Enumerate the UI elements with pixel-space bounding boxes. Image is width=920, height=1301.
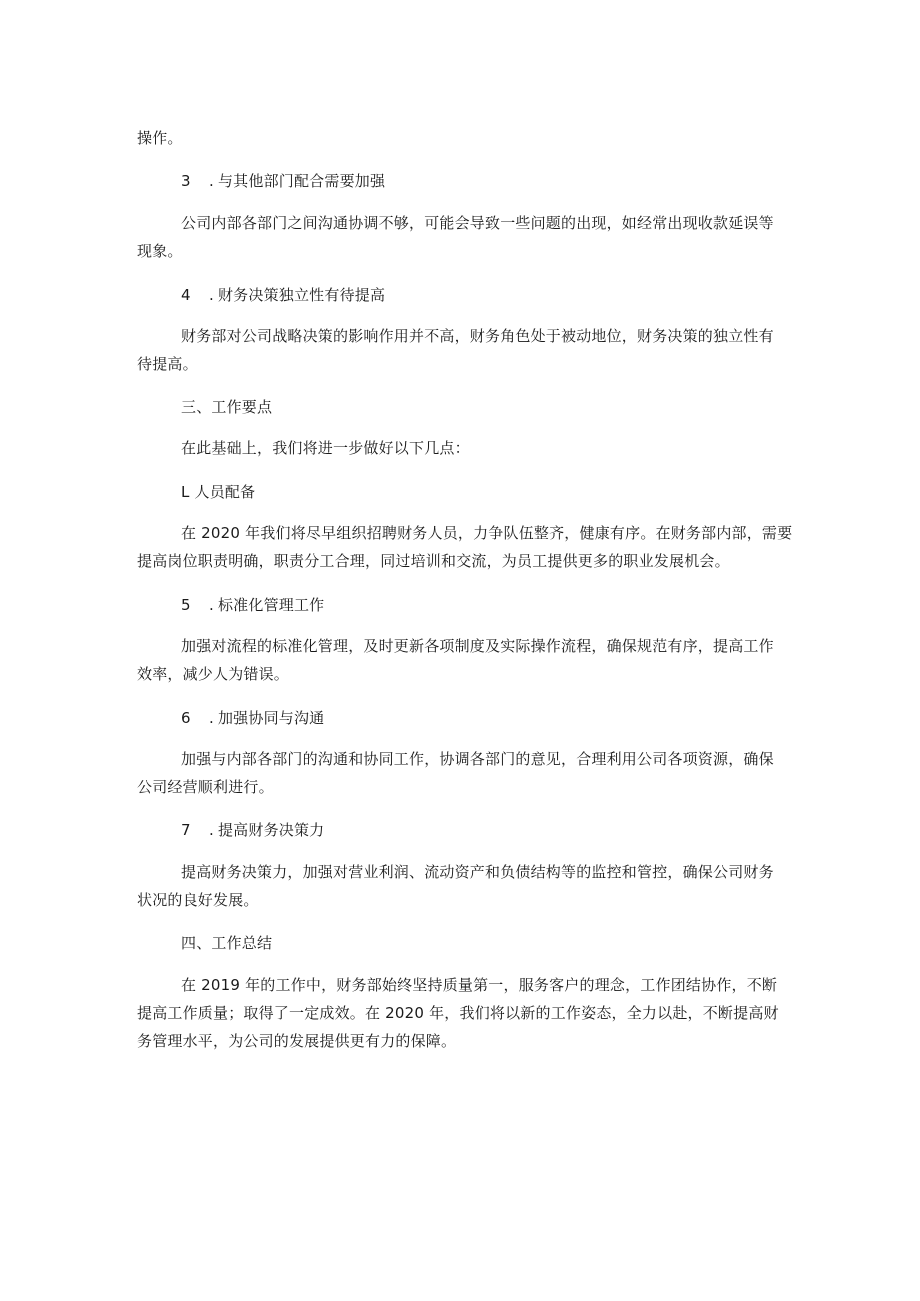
heading-number: 3 (181, 172, 191, 190)
heading-number: 6 (181, 709, 191, 727)
heading-number: 4 (181, 286, 191, 304)
section-heading-3: 三、工作要点 (181, 398, 273, 416)
heading-text: 与其他部门配合需要加强 (217, 172, 386, 190)
paragraph-line: 公司内部各部门之间沟通协调不够，可能会导致一些问题的出现，如经常出现收款延误等 (181, 214, 774, 232)
paragraph-line: 财务部对公司战略决策的影响作用并不高，财务角色处于被动地位，财务决策的独立性有 (181, 327, 774, 345)
heading-item-6: 6 . 加强协同与沟通 (181, 709, 325, 727)
heading-text: 加强协同与沟通 (217, 709, 325, 727)
heading-item-L: L 人员配备 (181, 483, 256, 501)
paragraph-line: 在 2019 年的工作中，财务部始终坚持质量第一，服务客户的理念，工作团结协作，不断 (181, 976, 778, 994)
heading-text: 标准化管理工作 (217, 596, 325, 614)
paragraph-line: 加强与内部各部门的沟通和协同工作，协调各部门的意见，合理利用公司各项资源，确保 (181, 750, 774, 768)
heading-number: 7 (181, 821, 191, 839)
heading-number: 5 (181, 596, 191, 614)
paragraph-line: 加强对流程的标准化管理，及时更新各项制度及实际操作流程，确保规范有序，提高工作 (181, 637, 774, 655)
paragraph-line: 提高岗位职责明确，职责分工合理，同过培训和交流，为员工提供更多的职业发展机会。 (137, 552, 730, 570)
paragraph-line: 状况的良好发展。 (137, 891, 259, 909)
paragraph-line: 提高财务决策力，加强对营业利润、流动资产和负债结构等的监控和管控，确保公司财务 (181, 863, 774, 881)
heading-text: 提高财务决策力 (217, 821, 325, 839)
heading-item-3: 3 . 与其他部门配合需要加强 (181, 172, 386, 190)
heading-item-5: 5 . 标准化管理工作 (181, 596, 325, 614)
heading-text: 财务决策独立性有待提高 (217, 286, 386, 304)
intro-paragraph: 在此基础上，我们将进一步做好以下几点： (181, 439, 470, 457)
paragraph-line: 公司经营顺利进行。 (137, 778, 274, 796)
heading-item-4: 4 . 财务决策独立性有待提高 (181, 286, 386, 304)
paragraph-line: 提高工作质量；取得了一定成效。在 2020 年，我们将以新的工作姿态，全力以赴，不断提高财 (137, 1004, 779, 1022)
paragraph-line: 务管理水平，为公司的发展提供更有力的保障。 (137, 1032, 457, 1050)
paragraph-line: 在 2020 年我们将尽早组织招聘财务人员，力争队伍整齐，健康有序。在财务部内部，需要 (181, 524, 793, 542)
paragraph-line: 现象。 (137, 242, 183, 260)
paragraph-line: 效率，减少人为错误。 (137, 665, 290, 683)
section-heading-4: 四、工作总结 (181, 934, 273, 952)
paragraph-continuation: 操作。 (137, 129, 183, 147)
heading-item-7: 7 . 提高财务决策力 (181, 821, 325, 839)
paragraph-line: 待提高。 (137, 355, 198, 373)
